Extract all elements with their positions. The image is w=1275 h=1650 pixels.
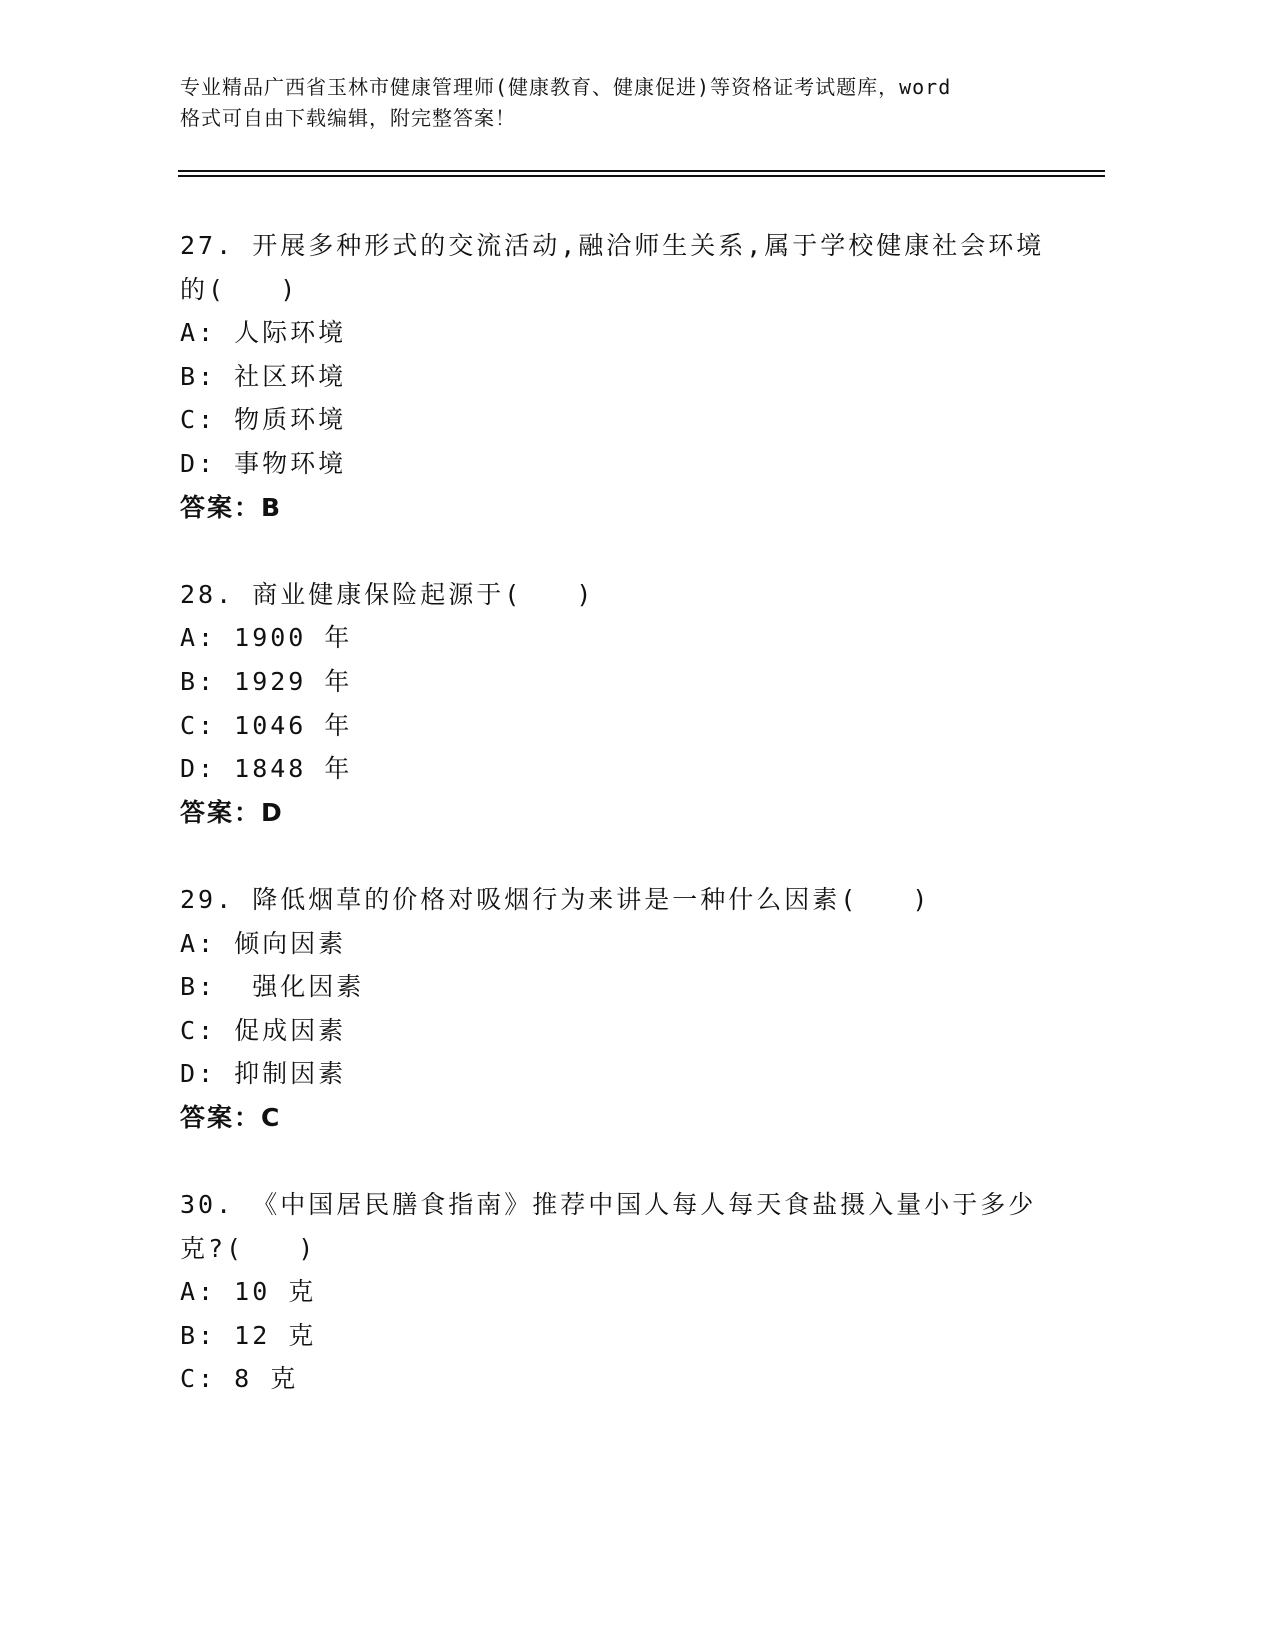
question-text: 28. 商业健康保险起源于( ) — [180, 579, 595, 609]
answer-option: C: 8 克 — [180, 1364, 299, 1394]
answer-key: 答案：C — [180, 1102, 282, 1132]
header-divider-bottom — [178, 175, 1105, 177]
answer-option: C: 1046 年 — [180, 710, 353, 740]
answer-option: A: 10 克 — [180, 1277, 317, 1307]
question-item — [180, 224, 1080, 529]
answer-option: A: 人际环境 — [180, 318, 347, 348]
question-list — [180, 224, 1080, 1445]
answer-option: A: 1900 年 — [180, 623, 353, 653]
header-line-2: 格式可自由下载编辑，附完整答案！ — [180, 106, 516, 130]
question-item — [180, 573, 1080, 835]
answer-option: B: 强化因素 — [180, 972, 365, 1002]
question-text: 29. 降低烟草的价格对吸烟行为来讲是一种什么因素( ) — [180, 884, 931, 914]
question-text: 克?( ) — [180, 1233, 317, 1263]
question-item — [180, 1183, 1080, 1401]
question-text: 30. 《中国居民膳食指南》推荐中国人每人每天食盐摄入量小于多少 — [180, 1190, 1037, 1220]
answer-option: B: 社区环境 — [180, 361, 347, 391]
question-item — [180, 878, 1080, 1140]
header-line-1: 专业精品广西省玉林市健康管理师(健康教育、健康促进)等资格证考试题库，word — [180, 75, 952, 99]
answer-option: D: 1848 年 — [180, 754, 353, 784]
question-text: 的( ) — [180, 274, 299, 304]
answer-key: 答案：B — [180, 492, 283, 522]
answer-option: B: 12 克 — [180, 1320, 317, 1350]
answer-option: D: 抑制因素 — [180, 1059, 347, 1089]
answer-option: C: 物质环境 — [180, 405, 347, 435]
document-header — [180, 72, 1060, 134]
question-text: 27. 开展多种形式的交流活动,融洽师生关系,属于学校健康社会环境 — [180, 231, 1045, 260]
answer-option: C: 促成因素 — [180, 1015, 347, 1045]
header-divider-top — [178, 170, 1105, 172]
answer-key: 答案：D — [180, 797, 284, 827]
answer-option: B: 1929 年 — [180, 666, 353, 696]
answer-option: D: 事物环境 — [180, 448, 347, 478]
answer-option: A: 倾向因素 — [180, 928, 347, 958]
